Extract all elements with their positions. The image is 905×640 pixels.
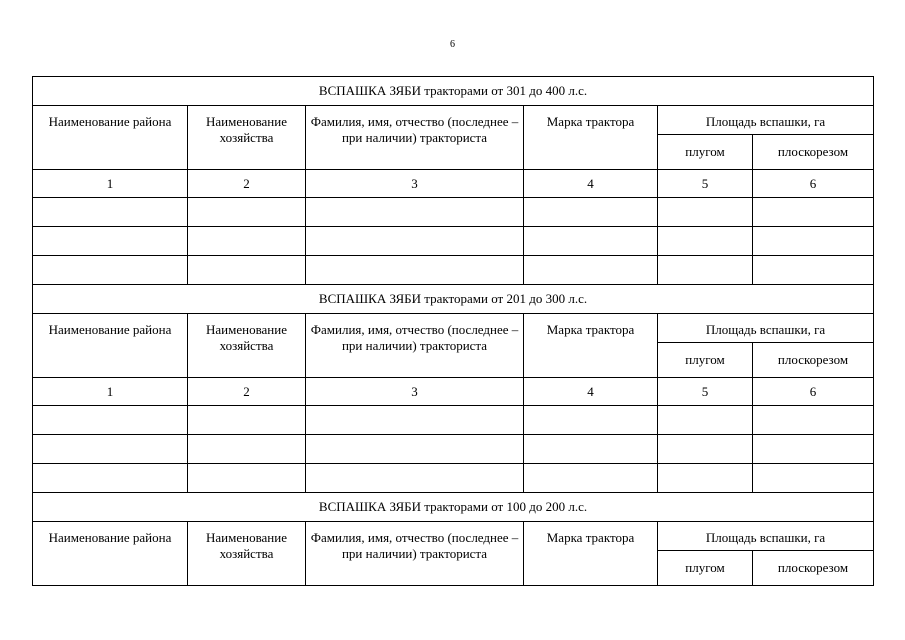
empty-cell[interactable]	[524, 256, 658, 285]
column-number: 1	[33, 170, 188, 198]
empty-row	[33, 256, 874, 285]
empty-row	[33, 198, 874, 227]
empty-cell[interactable]	[188, 435, 306, 464]
header-farm: Наименование хозяйства	[188, 106, 306, 170]
empty-cell[interactable]	[306, 435, 524, 464]
empty-cell[interactable]	[658, 198, 753, 227]
empty-cell[interactable]	[753, 198, 874, 227]
empty-cell[interactable]	[306, 256, 524, 285]
empty-cell[interactable]	[753, 435, 874, 464]
empty-cell[interactable]	[524, 435, 658, 464]
section-title: ВСПАШКА ЗЯБИ тракторами от 301 до 400 л.с.	[33, 77, 874, 106]
header-tractor: Марка трактора	[524, 522, 658, 586]
page-number: 6	[450, 39, 455, 50]
header-flatcutter: плоскорезом	[753, 343, 874, 378]
empty-cell[interactable]	[658, 406, 753, 435]
empty-cell[interactable]	[188, 406, 306, 435]
empty-row	[33, 435, 874, 464]
empty-cell[interactable]	[188, 256, 306, 285]
empty-cell[interactable]	[306, 227, 524, 256]
section-title: ВСПАШКА ЗЯБИ тракторами от 100 до 200 л.с.	[33, 493, 874, 522]
empty-cell[interactable]	[658, 227, 753, 256]
empty-cell[interactable]	[188, 227, 306, 256]
header-tractor: Марка трактора	[524, 314, 658, 378]
empty-cell[interactable]	[658, 435, 753, 464]
column-number: 6	[753, 170, 874, 198]
column-number: 2	[188, 170, 306, 198]
header-district: Наименование района	[33, 522, 188, 586]
empty-cell[interactable]	[33, 435, 188, 464]
empty-cell[interactable]	[524, 227, 658, 256]
column-number: 3	[306, 378, 524, 406]
header-flatcutter: плоскорезом	[753, 135, 874, 170]
header-area: Площадь вспашки, га	[658, 106, 874, 135]
empty-cell[interactable]	[188, 198, 306, 227]
header-district: Наименование района	[33, 106, 188, 170]
empty-cell[interactable]	[753, 406, 874, 435]
column-number: 4	[524, 378, 658, 406]
section-title: ВСПАШКА ЗЯБИ тракторами от 201 до 300 л.с.	[33, 285, 874, 314]
header-operator: Фамилия, имя, отчество (последнее – при наличии) тракториста	[306, 314, 524, 378]
header-farm: Наименование хозяйства	[188, 522, 306, 586]
header-area: Площадь вспашки, га	[658, 522, 874, 551]
column-number: 5	[658, 378, 753, 406]
empty-cell[interactable]	[524, 406, 658, 435]
column-number: 3	[306, 170, 524, 198]
header-tractor: Марка трактора	[524, 106, 658, 170]
empty-cell[interactable]	[524, 464, 658, 493]
column-number: 1	[33, 378, 188, 406]
empty-cell[interactable]	[306, 406, 524, 435]
empty-cell[interactable]	[33, 227, 188, 256]
column-number: 5	[658, 170, 753, 198]
header-plow: плугом	[658, 343, 753, 378]
empty-cell[interactable]	[658, 256, 753, 285]
header-plow: плугом	[658, 551, 753, 586]
header-operator: Фамилия, имя, отчество (последнее – при наличии) тракториста	[306, 522, 524, 586]
empty-row	[33, 227, 874, 256]
empty-cell[interactable]	[524, 198, 658, 227]
empty-cell[interactable]	[753, 464, 874, 493]
header-farm: Наименование хозяйства	[188, 314, 306, 378]
empty-cell[interactable]	[33, 406, 188, 435]
empty-cell[interactable]	[33, 256, 188, 285]
header-plow: плугом	[658, 135, 753, 170]
empty-cell[interactable]	[753, 256, 874, 285]
empty-row	[33, 406, 874, 435]
empty-row	[33, 464, 874, 493]
column-number: 6	[753, 378, 874, 406]
empty-cell[interactable]	[33, 198, 188, 227]
plowing-report-table	[32, 76, 874, 586]
header-flatcutter: плоскорезом	[753, 551, 874, 586]
empty-cell[interactable]	[306, 198, 524, 227]
column-number: 4	[524, 170, 658, 198]
empty-cell[interactable]	[33, 464, 188, 493]
empty-cell[interactable]	[658, 464, 753, 493]
header-operator: Фамилия, имя, отчество (последнее – при наличии) тракториста	[306, 106, 524, 170]
empty-cell[interactable]	[306, 464, 524, 493]
header-area: Площадь вспашки, га	[658, 314, 874, 343]
empty-cell[interactable]	[753, 227, 874, 256]
column-number: 2	[188, 378, 306, 406]
header-district: Наименование района	[33, 314, 188, 378]
empty-cell[interactable]	[188, 464, 306, 493]
